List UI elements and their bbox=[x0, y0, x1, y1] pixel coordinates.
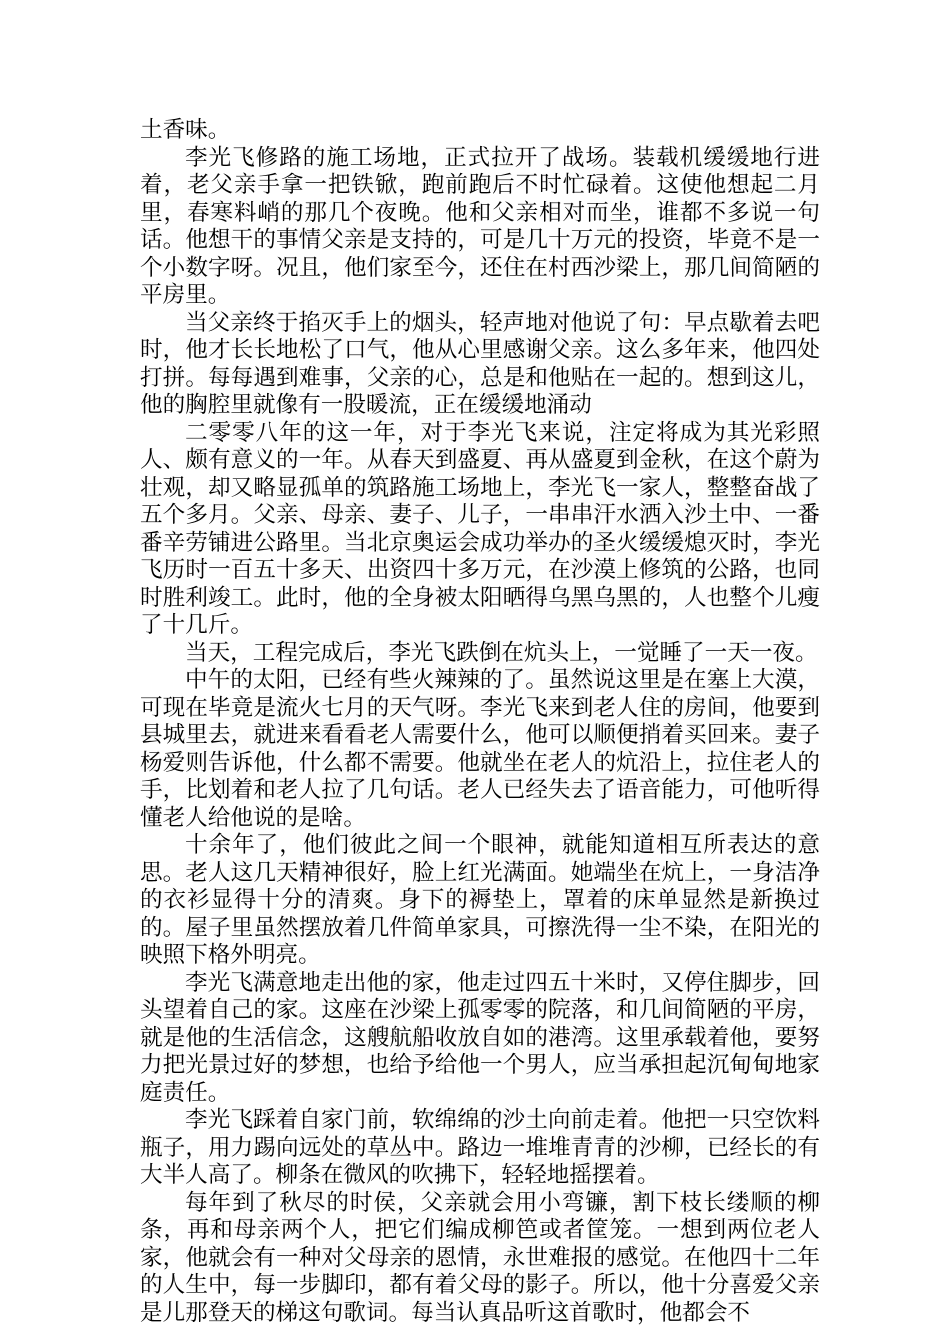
paragraph-father-support: 当父亲终于掐灭手上的烟头，轻声地对他说了句：早点歇着去吧时，他才长长地松了口气，他从心里感谢父亲。这么多年来，他四处打拼。每每遇到难事，父亲的心，总是和他贴在一起的。想到这儿，他的胸腔里就像有一股暖流，正在缓缓地涌动 bbox=[140, 309, 820, 418]
paragraph-year-2008: 二零零八年的这一年，对于李光飞来说，注定将成为其光彩照人、颇有意义的一年。从春天到盛夏、再从盛夏到金秋，在这个蔚为壮观，却又略显孤单的筑路施工场地上，李光飞一家人，整整奋战了五个多月。父亲、母亲、妻子、儿子，一串串汗水洒入沙土中、一番番辛劳铺进公路里。当北京奥运会成功举办的圣火缓缓熄灭时，李光飞历时一百五十多天、出资四十多万元，在沙漠上修筑的公路，也同时胜利竣工。此时，他的全身被太阳晒得乌黑乌黑的，人也整个儿瘦了十几斤。 bbox=[140, 419, 820, 638]
document-page bbox=[140, 117, 820, 1327]
paragraph-ten-years: 十余年了，他们彼此之间一个眼神，就能知道相互所表达的意思。老人这几天精神很好，脸上红光满面。她端坐在炕上，一身洁净的衣衫显得十分的清爽。身下的褥垫上，罩着的床单显然是新换过的。屋子里虽然摆放着几件简单家具，可擦洗得一尘不染，在阳光的映照下格外明亮。 bbox=[140, 832, 820, 968]
paragraph-sand-willow: 李光飞踩着自家门前，软绵绵的沙土向前走着。他把一只空饮料瓶子，用力踢向远处的草丛中。路边一堆堆青青的沙柳，已经长的有大半人高了。柳条在微风的吹拂下，轻轻地摇摆着。 bbox=[140, 1107, 820, 1188]
paragraph-home-harbor: 李光飞满意地走出他的家，他走过四五十米时，又停住脚步，回头望着自己的家。这座在沙梁上孤零零的院落，和几间简陋的平房，就是他的生活信念，这艘航船收放自如的港湾。这里承载着他，要努力把光景过好的梦想，也给予给他一个男人，应当承担起沉甸甸地家庭责任。 bbox=[140, 969, 820, 1106]
paragraph-completion-day: 当天，工程完成后，李光飞跌倒在炕头上，一觉睡了一天一夜。 bbox=[185, 639, 818, 666]
paragraph-construction-site: 李光飞修路的施工场地，正式拉开了战场。装载机缓缓地行进着，老父亲手拿一把铁锨，跑前跑后不时忙碌着。这使他想起二月里，春寒料峭的那几个夜晚。他和父亲相对而坐，谁都不多说一句话。他想干的事情父亲是支持的，可是几十万元的投资，毕竟不是一个小数字呀。况且，他们家至今，还住在村西沙梁上，那几间简陋的平房里。 bbox=[140, 144, 820, 308]
paragraph-continuation: 土香味。 bbox=[140, 117, 231, 143]
paragraph-autumn-willow: 每年到了秋尽的时侯，父亲就会用小弯镰，割下枝长缕顺的柳条，再和母亲两个人，把它们编成柳笆或者筐笼。一想到两位老人家，他就会有一种对父母亲的恩情，永世难报的感觉。在他四十二年的人生中，每一步脚印，都有着父母的影子。所以，他十分喜爱父亲是儿那登天的梯这句歌词。每当认真品听这首歌时，他都会不 bbox=[140, 1189, 820, 1326]
paragraph-noon-sun: 中午的太阳，已经有些火辣辣的了。虽然说这里是在塞上大漠，可现在毕竟是流火七月的天气呀。李光飞来到老人住的房间，他要到县城里去，就进来看看老人需要什么，他可以顺便捎着买回来。妻子杨爱则告诉他，什么都不需要。他就坐在老人的炕沿上，拉住老人的手，比划着和老人拉了几句话。老人已经失去了语音能力，可他听得懂老人给他说的是啥。 bbox=[140, 667, 820, 831]
